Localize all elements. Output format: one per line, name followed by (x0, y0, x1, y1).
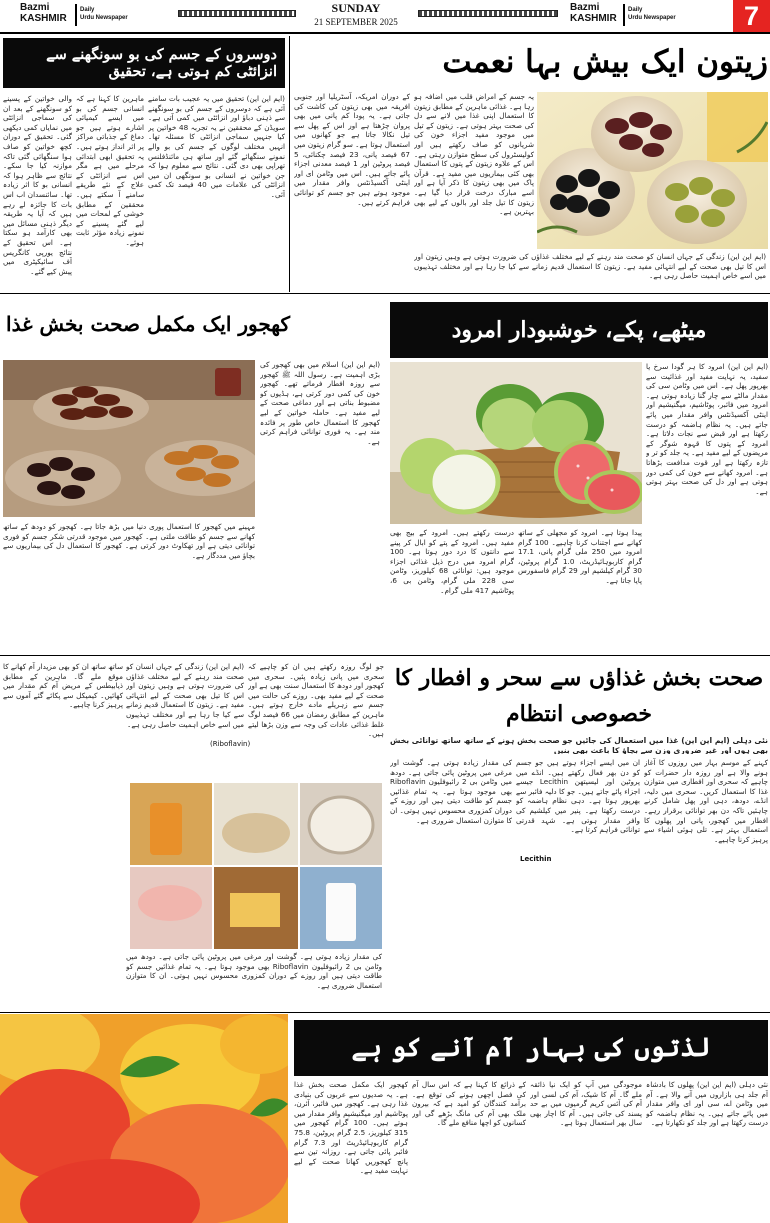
ramadan-headline: صحت بخش غذاؤں سے سحر و افطار کا خصوصی انتظام (394, 665, 764, 727)
mango-headline-text: لذتوں کی بہار آم آنے کو ہے (351, 1033, 711, 1063)
sub-urdu-newspaper: Urdu Newspaper (80, 15, 128, 21)
guava-photo (390, 362, 642, 524)
olive-col-2: کے دوران امریکہ، آسٹریلیا اور جنوبی افریقہ میں بھی زیتون کی کاشت کی جاتی ہے۔ یہ پودا کم پانی میں بھی پروان چڑھتا ہے اور اس کے پھل سے تیل نکالا جاتا ہے جو کھانوں میں استعمال ہوتا ہے۔ سو گرام زیتون میں 67 فیصد پانی، 23 فیصد چکنائی، 5 فیصد پروٹین اور 1 فیصد معدنی اجزاء پائے جاتے ہیں۔ اس میں وٹامن ای اور اینٹی آکسیڈنٹس وافر مقدار میں موجود ہوتے ہیں جو جسم کو توانائی فراہم کرتے ہیں۔ (294, 92, 410, 207)
riboflavin-label: (Riboflavin) (210, 740, 251, 748)
sub-daily: Daily (80, 7, 95, 13)
guava-col-b: پیدا ہوتا ہے۔ امرود کو مجھلی کے ساتھ کھانے سے اجتناب کرنا چاہیے۔ 100 گرام امرود میں 250 ملی گرام پانی، 17.1 گرام کاربوہائیڈریٹ، 1.0 گرام پروٹین، 30 گرام کیلشیم اور 29 گرام فاسفورس پایا جاتا ہے۔ (518, 528, 642, 585)
masthead-divider (623, 4, 625, 26)
ramadan-col-left2: (ایم این این) زندگی کے جہاں انسان کو صحت مند رہنے کے لیے مختلف غذاؤں کی ضرورت ہوتی ہے وہیں زیتون اور اس کا تیل بھی صحت کے لیے انتہائی مفید ہے۔ زیتون کا استعمال قدیم زمانے سے کیا جا رہا ہے اور مختلف تہذیبوں میں اسے خاص اہمیت حاصل رہی ہے۔ (126, 662, 244, 729)
mango-col-3: کے ذرائع کا کہنا ہے کہ اس سال آم کی فصل اچھی ہونے کی توقع ہے۔ برآمد کنندگان کو امید ہے کہ بیرون ملک بھی آم کی مانگ بڑھے گی اور کسانوں کو اچھا منافع ملے گا۔ (412, 1080, 526, 1128)
section-rule (0, 293, 770, 294)
guava-col-a: درست رکھتے ہیں۔ امرود کے بیج بھی مفید ہیں۔ امرود کے پتے کو ابال کر پینے سے دانتوں کا درد دور ہوتا ہے۔ 100 گرام امرود میں درج ذیل غذائی اجزاء موجود ہیں: توانائی 68 کیلوریز، وٹامن سی 228 ملی گرام، وٹامن بی 6، پوٹاشیم 417 ملی گرام۔ (390, 528, 514, 595)
issue-date: 21 SEPTEMBER 2025 (314, 17, 398, 27)
olive-photo (537, 92, 768, 249)
ramadan-col-2: ان میں ایسے اجزاء ہوتے ہیں جو جسم کو دن بھر فعال رکھتے ہیں۔ انڈے میں پروٹین اور لیسیتھن Lecithin جیسے اجزاء پائے جاتے ہیں۔ جو کا دلیہ فائبر سے بھرپور ہوتا ہے۔ دہی نظام ہاضمہ کو درست رکھتا ہے۔ پنیر میں کیلشیم کی وافر مقدار ہوتی ہے۔ شہد قدرتی توانائی فراہم کرتا ہے۔ (516, 758, 640, 835)
healthy-foods-image (130, 783, 382, 949)
research-col-3: والی خواتین کے پسینے کو سونگھنے کے بعد ان کی سماجی انزائٹی میں نمایاں کمی دیکھی گئی۔ تحقیق کے دوران کچھ خواتین کو صاف ہوا سنگھائی گئی تاکہ موازنہ کیا جا سکے۔ نتائج سے ظاہر ہوا کہ انسانی بو کا اثر زیادہ تھا۔ سائنسدان اب اس بات کا جائزہ لے رہے ہیں کہ آیا یہ طریقہ دیگر ذہنی مسائل میں بھی کارآمد ہو سکتا ہے۔ اس تحقیق کے نتائج یورپی کانگریس آف سائیکیٹری میں پیش کیے گئے۔ (3, 94, 72, 276)
masthead (0, 0, 770, 34)
mango-col-1: نئی دہلی (ایم این این) پھلوں کا بادشاہ آم جلد ہی بازاروں میں آنے والا ہے۔ آم میں وٹامن اے، سی اور ای وافر مقدار میں پائے جاتے ہیں۔ یہ نظام ہاضمہ کو درست رکھتا ہے اور جلد کو نکھارتا ہے۔ (646, 1080, 768, 1128)
research-col-2: ماہرین کا کہنا ہے کہ انسانی جسم کی بو میں ایسے کیمیائی اشارے ہوتے ہیں جو دماغ کے جذباتی مراکز پر اثر انداز ہوتے ہیں۔ یہ تحقیق ابھی ابتدائی مرحلے میں ہے مگر اس سے انزائٹی کے علاج کے نئے طریقے سامنے آ سکتے ہیں۔ محققین کے مطابق خوشی کے لمحات میں لیے گئے پسینے کے نمونے زیادہ مؤثر ثابت ہوئے۔ (76, 94, 144, 247)
research-headline (3, 38, 285, 88)
ramadan-col-1: کہنے کے موسم بہار میں روزوں کا آغاز ہونے والا ہے اور روزہ دار حضرات کو چاہیے کہ سحری اور افطاری میں متوازن غذا کا استعمال کریں۔ سحری میں دلیہ، انڈے، دودھ، دہی اور پھل شامل کرنے چاہئیں تاکہ دن بھر توانائی برقرار رہے۔ افطار میں کھجور، پانی اور پھلوں کا استعمال بہتر ہے۔ تلی ہوئی اشیاء سے پرہیز کرنا چاہیے۔ (644, 758, 768, 844)
mango-headline (294, 1020, 768, 1076)
right-brand (570, 2, 617, 24)
masthead-stripe-right (418, 10, 558, 17)
masthead-stripe-left (178, 10, 296, 17)
ramadan-col-4: جو لوگ روزہ رکھتے ہیں ان کو چاہیے کہ سحری میں پانی زیادہ پئیں۔ سحری میں کھجور اور دودھ کا استعمال سنت بھی ہے اور صحت کے لیے مفید بھی۔ روزے کی حالت میں جسم سے زہریلے مادے خارج ہوتے ہیں۔ ماہرین کے مطابق رمضان میں 66 فیصد لوگ غلط غذائی عادات کی وجہ سے وزن بڑھا لیتے ہیں۔ (248, 662, 384, 739)
brand-kashmir: KASHMIR (570, 13, 617, 24)
dates-col-bottom: مہینے میں کھجور کا استعمال پوری دنیا میں بڑھ جاتا ہے۔ کھجور کو دودھ کے ساتھ کھانے سے جسم کو طاقت ملتی ہے۔ کھجور میں موجود قدرتی شکر جسم کو فوری توانائی دیتی ہے اور تھکاوٹ دور کرتی ہے۔ کھجور کا استعمال دل کی بیماریوں سے بچاؤ میں مددگار ہے۔ (3, 522, 255, 560)
ramadan-intro: نئی دہلی (ایم این این) غذا میں استعمال کی جائیں جو صحت بخش ہونے کے ساتھ ساتھ توانائی بخش بھی ہوں اور غیر ضروری وزن سے بچاؤ کا باعث بھی بنیں (390, 736, 768, 754)
dates-headline: کھجور ایک مکمل صحت بخش غذا (6, 312, 290, 336)
masthead-divider (75, 4, 77, 26)
sub-daily: Daily (628, 7, 643, 13)
section-rule (0, 655, 770, 656)
guava-image (390, 362, 642, 524)
brand-bazmi: Bazmi (20, 2, 50, 13)
dates-col-2: (ایم این این) اسلام میں بھی کھجور کی بڑی اہمیت ہے۔ رسول اللہ ﷺ کھجور سے روزہ افطار فرماتے تھے۔ کھجور خون کی کمی دور کرتی ہے، ہڈیوں کو مضبوط بناتی ہے اور دماغی صحت کے لیے مفید ہے۔ حاملہ خواتین کے لیے کھجور کا استعمال خاص طور پر فائدہ مند ہے۔ یہ فوری توانائی فراہم کرتی ہے۔ (260, 360, 380, 446)
dates-photo (3, 360, 255, 517)
guava-headline-text: میٹھے، پکے، خوشبودار امرود (451, 317, 707, 343)
ramadan-photo-grid (130, 783, 382, 949)
olive-bowls-image (537, 92, 768, 249)
dates-image (3, 360, 255, 517)
research-headline-text: دوسروں کے جسم کی بو سونگھنے سے انزائٹی کم ہوتی ہے، تحقیق (46, 46, 277, 80)
guava-headline (390, 302, 768, 358)
issue-day: SUNDAY (331, 1, 381, 15)
mango-photo (0, 1014, 288, 1223)
ramadan-col-under-photo: کی مقدار زیادہ ہوتی ہے۔ گوشت اور مرغی میں پروٹین پائی جاتی ہے۔ دودھ میں وٹامن بی 2 رائبوفلیون Riboflavin بھی موجود ہوتا ہے۔ یہ تمام غذائیں جسم کو طاقت دیتی ہیں اور روزے کے دوران کمزوری محسوس نہیں ہوتی۔ ان کا متوازن استعمال ضروری ہے۔ (126, 952, 382, 990)
ramadan-col-3: کی مقدار زیادہ ہوتی ہے۔ گوشت اور مرغی میں پروٹین پائی جاتی ہے۔ دودھ میں وٹامن بی 2 رائبوفلیون Riboflavin بھی موجود ہوتا ہے۔ یہ تمام غذائیں جسم کو طاقت دیتی ہیں اور روزے کے دوران کمزوری محسوس نہیں ہوتی۔ ان کا متوازن استعمال ضروری ہے۔ (390, 758, 512, 825)
guava-col-side: (ایم این این) امرود کا ہر گودا سرخ یا سفید، یہ نہایت مفید اور غذائیت سے بھرپور پھل ہے۔ اس میں وٹامن سی کی مقدار مالٹے سے چار گنا زیادہ ہوتی ہے۔ امرود میں فائبر، پوٹاشیم، میگنیشیم اور اینٹی آکسیڈنٹس وافر مقدار میں پائے جاتے ہیں۔ یہ نظام ہاضمہ کو درست رکھتا ہے اور قبض سے نجات دلاتا ہے۔ امرود کے پتوں کا قہوہ شوگر کے مریضوں کے لیے مفید ہے۔ یہ جلد کو تر و تازہ رکھتا ہے اور قوت مدافعت بڑھاتا ہے۔ امرود کھانے سے خون کی کمی دور ہوتی ہے اور دل کی صحت بہتر ہوتی ہے۔ (646, 362, 768, 496)
research-col-1: (ایم این این) تحقیق میں یہ عجیب بات سامنے آئی ہے کہ دوسروں کے جسم کی بو سونگھنے سے ذہنی دباؤ اور انزائٹی میں کمی آتی ہے۔ سویڈن کے محققین نے یہ تجربہ 48 خواتین پر کیا جنہیں سماجی انزائٹی کا مسئلہ تھا۔ انہیں مختلف لوگوں کے جسم کی بو والے نمونے سنگھائے گئے اور ساتھ ہی مائنڈفلنس تھراپی بھی دی گئی۔ نتائج سے معلوم ہوا کہ جن خواتین نے انسانی بو سونگھی ان میں انزائٹی کی علامات میں 40 فیصد تک کمی آئی۔ (148, 94, 285, 199)
olive-headline: زیتون ایک بیش بہا نعمت (442, 44, 768, 80)
mango-col-4: کھجور ایک مکمل صحت بخش غذا ہے۔ یہ صدیوں سے عربوں کی بنیادی غذا رہی ہے۔ کھجور میں فائبر، آئرن، پوٹاشیم اور میگنیشیم وافر مقدار میں ہوتے ہیں۔ 100 گرام کھجور میں 315 کیلوریز، 2.5 گرام پروٹین، 75.8 گرام کاربوہائیڈریٹ اور 7.3 گرام فائبر پائی جاتی ہے۔ روزانہ تین سے پانچ کھجوریں کھانا صحت کے لیے نہایت مفید ہے۔ (294, 1080, 408, 1176)
olive-col-bottom: (ایم این این) زندگی کے جہاں انسان کو صحت مند رہنے کے لیے مختلف غذاؤں کی ضرورت ہوتی ہے وہیں زیتون اور اس کا تیل بھی صحت کے لیے انتہائی مفید ہے۔ زیتون کا استعمال قدیم زمانے سے کیا جا رہا ہے اور مختلف تہذیبوں میں اسے خاص اہمیت حاصل رہی ہے۔ (414, 252, 766, 281)
left-brand (20, 2, 67, 24)
column-rule (289, 36, 290, 292)
left-sub (80, 6, 128, 22)
section-rule (0, 1012, 770, 1013)
olive-col-1: یہ جسم کے امراض قلب میں اضافہ ہو رہا ہے۔ غذائی ماہرین کے مطابق زیتون کا استعمال اپنی غذا میں لانے سے دل کی صحت بہتر ہوتی ہے۔ زیتون کے تیل میں موجود مفید اجزاء خون کی شریانوں کو صاف رکھتے ہیں اور کولیسٹرول کی سطح متوازن رہتی ہے۔ اس کے علاوہ زیتون کے پتوں کا استعمال بھی کئی بیماریوں میں مفید ہے۔ قرآن پاک میں بھی زیتون کا ذکر آیا ہے اور اسے مبارک درخت قرار دیا گیا ہے۔ زیتون کا تیل جلد اور بالوں کے لیے بھی بہترین ہے۔ (414, 92, 534, 217)
ramadan-col-left: ساتھ ساتھ ان کو بھی مزیدار آم کھانے کا موقع ملے گا۔ ماہرین کے مطابق ذیابیطس کے مریض آم کم مقدار میں کھائیں۔ کیمیکل سے پکائے گئے آموں سے پرہیز کرنا چاہیے۔ (3, 662, 123, 710)
lecithin-label: Lecithin (520, 855, 552, 863)
right-sub (628, 6, 676, 22)
brand-kashmir: KASHMIR (20, 13, 67, 24)
sub-urdu-newspaper: Urdu Newspaper (628, 15, 676, 21)
page-number: 7 (733, 0, 770, 32)
brand-bazmi: Bazmi (570, 2, 600, 13)
mango-col-2: موجودگی میں آپ کو ایک نیا ذائقہ ملے گا۔ آم کا شیک، آم کی لسی اور آم کی آئس کریم گرمیوں میں بے حد پسند کی جاتی ہیں۔ آم کا اچار بھی سال بھر استعمال ہوتا ہے۔ (530, 1080, 642, 1128)
mango-image (0, 1014, 288, 1223)
